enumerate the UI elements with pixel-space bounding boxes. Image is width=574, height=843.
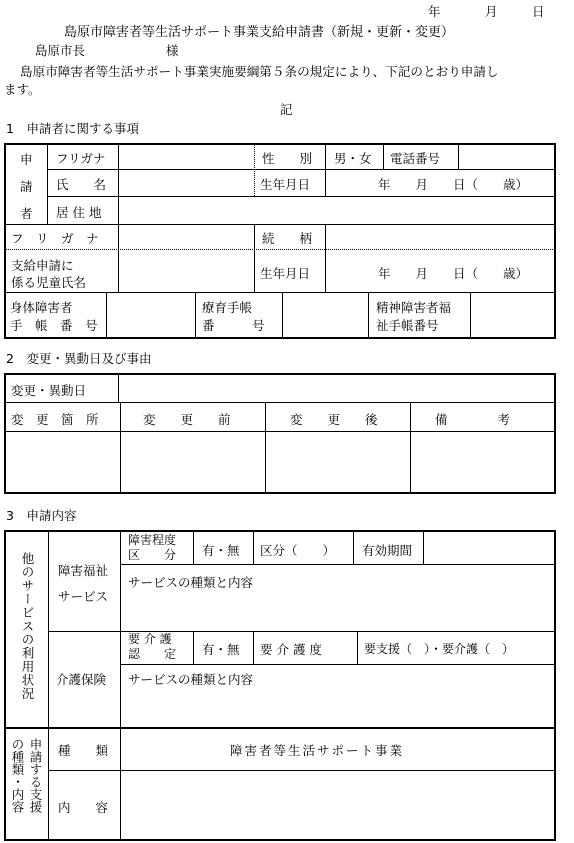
care-service-content-label: サービスの種類と内容 bbox=[128, 672, 254, 687]
validity-label: 有効期間 bbox=[362, 543, 413, 558]
gender-value[interactable]: 男・女 bbox=[334, 151, 372, 166]
care-yes-no[interactable]: 有・無 bbox=[202, 642, 240, 657]
child-name-label-2: 係る児童氏名 bbox=[11, 275, 87, 290]
support-label-1: 申請する支援 bbox=[28, 738, 43, 813]
addressee: 島原市長 bbox=[35, 43, 86, 58]
applicant-label-1: 申 bbox=[20, 152, 33, 167]
welfare-service-content-label: サービスの種類と内容 bbox=[128, 575, 254, 590]
physical-handbook-label-1: 身体障害者 bbox=[10, 300, 73, 315]
child-dob-label: 生年月日 bbox=[260, 266, 311, 281]
document-title: 島原市障害者等生活サポート事業支給申請書（新規・更新・変更） bbox=[64, 25, 455, 40]
address-label: 居 住 地 bbox=[56, 205, 102, 220]
dob-value: 年 月 日（ 歳） bbox=[378, 177, 529, 192]
welfare-service-label-1: 障害福祉 bbox=[58, 563, 109, 578]
ryoiku-handbook-label-1: 療育手帳 bbox=[202, 300, 253, 315]
intro-text-line2: ます。 bbox=[4, 82, 41, 97]
dob-label: 生年月日 bbox=[260, 177, 311, 192]
mental-handbook-label-1: 精神障害者福 bbox=[376, 300, 452, 315]
applicant-label-2: 請 bbox=[20, 179, 33, 194]
other-services-label: 他のサービスの利用状況 bbox=[20, 552, 35, 701]
support-content-label: 内 容 bbox=[58, 800, 109, 815]
child-dob-value: 年 月 日（ 歳） bbox=[378, 266, 529, 281]
physical-handbook-label-2: 手 帳 番 号 bbox=[10, 318, 98, 333]
col-before: 変 更 前 bbox=[143, 412, 231, 427]
date-month: 月 bbox=[485, 4, 498, 19]
gender-label: 性 別 bbox=[262, 151, 313, 166]
support-type-value: 障害者等生活サポート事業 bbox=[230, 743, 405, 758]
col-remarks: 備 考 bbox=[435, 412, 511, 427]
disability-degree-label-2: 区 分 bbox=[128, 548, 177, 562]
section3-heading: 3 申請内容 bbox=[6, 508, 77, 523]
disability-degree-label-1: 障害程度 bbox=[128, 533, 177, 547]
support-type-label: 種 類 bbox=[58, 743, 109, 758]
care-insurance-label: 介護保険 bbox=[56, 672, 107, 687]
col-change-location: 変 更 箇 所 bbox=[11, 412, 99, 427]
support-label-2: の種類・内容 bbox=[10, 738, 25, 813]
ryoiku-handbook-label-2: 番 号 bbox=[202, 318, 265, 333]
child-name-label-1: 支給申請に bbox=[11, 258, 74, 273]
furigana-label: フリガナ bbox=[56, 151, 106, 166]
child-furigana-label: フ リ ガ ナ bbox=[11, 231, 99, 246]
date-year: 年 bbox=[428, 4, 441, 19]
date-day: 日 bbox=[532, 4, 545, 19]
welfare-service-label-2: サービス bbox=[58, 589, 109, 604]
relation-label: 続 柄 bbox=[262, 231, 313, 246]
change-table bbox=[4, 373, 556, 494]
addressee-sama: 様 bbox=[166, 43, 179, 58]
intro-text-line1: 島原市障害者等生活サポート事業実施要綱第５条の規定により、下記のとおり申請し bbox=[20, 64, 499, 79]
care-certification-label-2: 認 定 bbox=[128, 647, 177, 661]
care-certification-label-1: 要 介 護 bbox=[128, 632, 172, 646]
section2-heading: 2 変更・異動日及び事由 bbox=[6, 351, 152, 366]
section1-heading: 1 申請者に関する事項 bbox=[6, 121, 139, 136]
phone-label: 電話番号 bbox=[390, 151, 441, 166]
name-label: 氏 名 bbox=[56, 177, 107, 192]
disability-yes-no[interactable]: 有・無 bbox=[202, 543, 240, 558]
mental-handbook-label-2: 祉手帳番号 bbox=[376, 318, 439, 333]
disability-category: 区分（ ） bbox=[260, 543, 336, 558]
applicant-label-3: 者 bbox=[20, 206, 33, 221]
care-level-value: 要支援（ ）・要介護（ ） bbox=[364, 642, 515, 656]
ki-label: 記 bbox=[280, 102, 293, 117]
care-level-label: 要 介 護 度 bbox=[260, 642, 322, 657]
change-date-label: 変更・異動日 bbox=[11, 383, 87, 398]
col-after: 変 更 後 bbox=[290, 412, 378, 427]
